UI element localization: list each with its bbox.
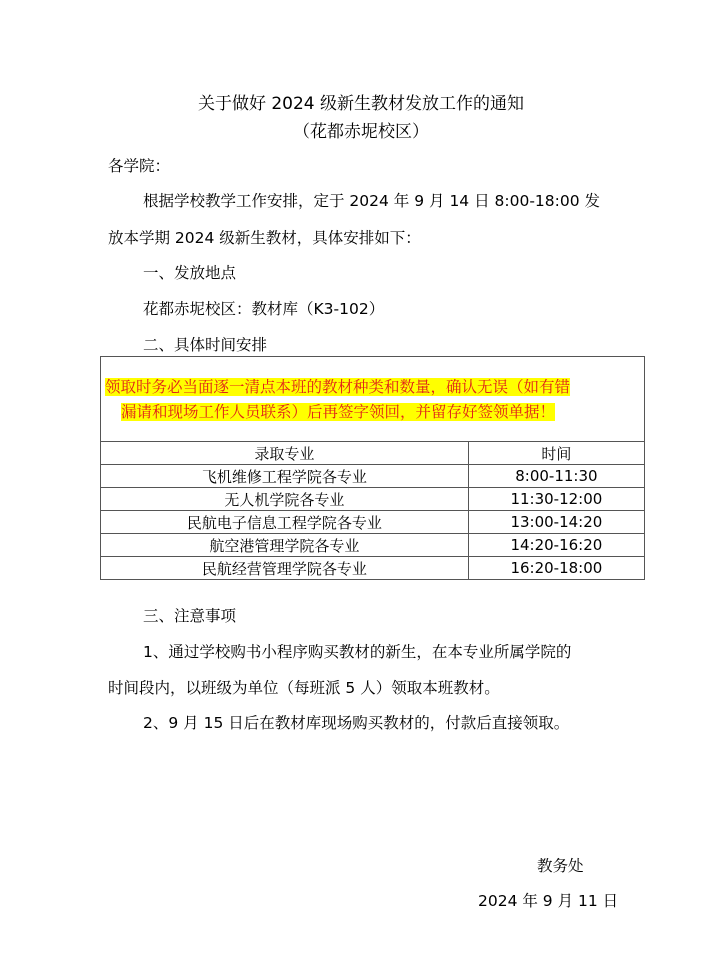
intro-line-2: 放本学期 2024 级新生教材，具体安排如下： <box>108 229 421 247</box>
table-row <box>101 465 645 488</box>
row-time: 8:00-11:30 <box>468 465 644 488</box>
note-1-line-2: 时间段内，以班级为单位（每班派 5 人）领取本班教材。 <box>108 679 500 697</box>
notice-warning-line-2: 漏请和现场工作人员联系）后再签字领回，并留存好签领单据！ <box>121 403 556 421</box>
row-major: 民航经营管理学院各专业 <box>101 557 469 580</box>
table-row <box>101 557 645 580</box>
table-row <box>101 534 645 557</box>
section-notes-heading: 三、注意事项 <box>143 607 237 625</box>
notice-warning-line-1: 领取时务必当面逐一清点本班的教材种类和数量，确认无误（如有错 <box>105 378 571 396</box>
section-location-heading: 一、发放地点 <box>143 264 237 282</box>
schedule-table <box>100 441 645 580</box>
table-row <box>101 488 645 511</box>
section-schedule-heading: 二、具体时间安排 <box>143 336 268 354</box>
notice-warning <box>105 375 643 425</box>
row-major: 飞机维修工程学院各专业 <box>101 465 469 488</box>
row-time: 16:20-18:00 <box>468 557 644 580</box>
row-time: 14:20-16:20 <box>468 534 644 557</box>
row-time: 13:00-14:20 <box>468 511 644 534</box>
document-subtitle: （花都赤坭校区） <box>293 122 429 142</box>
row-major: 民航电子信息工程学院各专业 <box>101 511 469 534</box>
row-major: 无人机学院各专业 <box>101 488 469 511</box>
signature: 教务处 <box>537 857 584 875</box>
row-major: 航空港管理学院各专业 <box>101 534 469 557</box>
note-2: 2、9 月 15 日后在教材库现场购买教材的，付款后直接领取。 <box>143 714 570 732</box>
greeting: 各学院： <box>108 157 171 175</box>
table-row <box>101 511 645 534</box>
location-text: 花都赤坭校区：教材库（K3-102） <box>143 300 385 318</box>
intro-line-1: 根据学校教学工作安排，定于 2024 年 9 月 14 日 8:00-18:00 发 <box>143 192 601 210</box>
row-time: 11:30-12:00 <box>468 488 644 511</box>
notice-box <box>100 356 645 442</box>
note-1-line-1: 1、通过学校购书小程序购买教材的新生，在本专业所属学院的 <box>143 643 572 661</box>
header-major: 录取专业 <box>101 442 469 465</box>
header-time: 时间 <box>468 442 644 465</box>
document-title: 关于做好 2024 级新生教材发放工作的通知 <box>197 94 525 114</box>
table-header-row <box>101 442 645 465</box>
date: 2024 年 9 月 11 日 <box>478 892 619 910</box>
